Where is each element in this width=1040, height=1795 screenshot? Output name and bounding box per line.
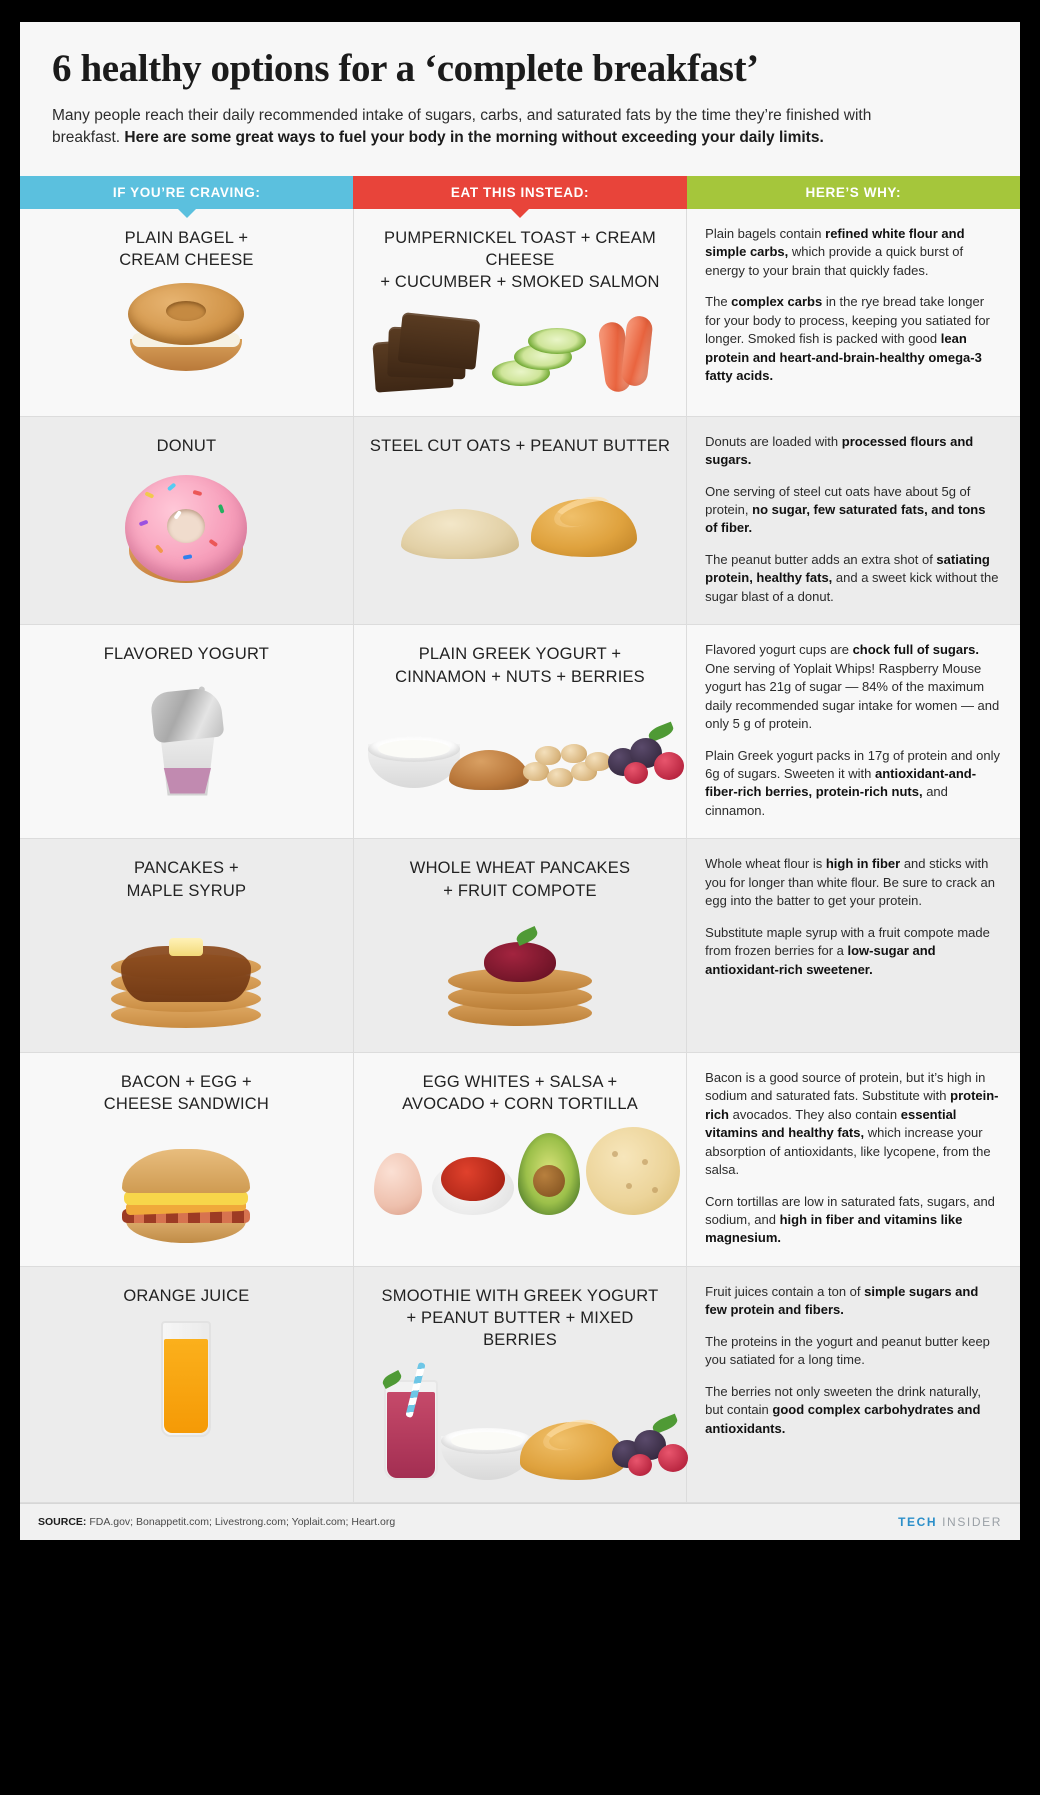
brand-insider: INSIDER — [942, 1514, 1002, 1529]
smoothie-glass-icon — [368, 1362, 431, 1482]
page-title: 6 healthy options for a ‘complete breakfast’ — [52, 47, 759, 90]
why-cell — [687, 1052, 1020, 1266]
eat-cell — [353, 416, 686, 625]
craving-art-donut — [34, 467, 339, 587]
mixed-berries-icon — [608, 1418, 672, 1482]
craving-art-sandwich — [34, 1125, 339, 1245]
table-row — [20, 416, 1020, 625]
table-row — [20, 1266, 1020, 1502]
brand-tech: TECH — [898, 1514, 938, 1529]
why-paragraph: Plain Greek yogurt packs in 17g of protein and only 6g of sugars. Sweeten it with antioxidant-and-fiber-rich berries, protein-rich nuts, and cinnamon. — [705, 747, 1000, 818]
why-cell — [687, 209, 1020, 416]
why-paragraph: Donuts are loaded with processed flours and sugars. — [705, 433, 974, 468]
why-cell — [687, 839, 1020, 1053]
berries-icon — [604, 726, 672, 790]
avocado-icon — [516, 1131, 576, 1217]
bagel-icon — [122, 281, 250, 373]
donut-icon — [121, 469, 251, 587]
table-body — [20, 209, 1020, 1502]
footer — [20, 1503, 1020, 1540]
column-header-craving — [20, 176, 353, 209]
why-paragraph: The complex carbs in the rye bread take longer for your body to process, keeping you satiated for longer. Smoked fish is packed with good lean protein and heart-and-brain-healthy omega-3 fatty acids. — [705, 294, 990, 383]
comparison-table — [20, 176, 1020, 1503]
craving-cell — [20, 1266, 353, 1502]
craving-label: BACON + EGG + CHEESE SANDWICH — [103, 1072, 270, 1114]
egg-white-icon — [368, 1147, 422, 1217]
column-header-craving-label: IF YOU’RE CRAVING: — [112, 184, 261, 200]
eat-art-row — [368, 304, 672, 396]
column-header-eat-label: EAT THIS INSTEAD: — [450, 184, 590, 200]
eat-label: PLAIN GREEK YOGURT + CINNAMON + NUTS + BERRIES — [395, 645, 645, 686]
table-row — [20, 1052, 1020, 1266]
craving-cell — [20, 625, 353, 839]
subheadline — [52, 105, 932, 150]
why-paragraph: Plain bagels contain refined white flour and simple carbs, which provide a quick burst of energy to your brain that quickly fades. — [705, 225, 965, 278]
pumpernickel-toast-icon — [372, 310, 482, 396]
greek-yogurt-icon — [368, 728, 439, 790]
craving-cell — [20, 416, 353, 625]
why-paragraph: Flavored yogurt cups are chock full of sugars. One serving of Yoplait Whips! Raspberry Mouse yogurt has 21g of sugar — 84% of the maximum daily recommended sugar intake for women — and only 5 g of protein. — [705, 642, 1000, 732]
eat-cell — [353, 209, 686, 416]
peanut-butter-icon — [518, 1410, 598, 1482]
craving-cell — [20, 1052, 353, 1266]
header — [20, 22, 1020, 176]
source-text: FDA.gov; Bonappetit.com; Livestrong.com; Yoplait.com; Heart.org — [86, 1515, 396, 1528]
eat-label: PUMPERNICKEL TOAST + CREAM CHEESE + CUCUMBER + SMOKED SALMON — [380, 228, 660, 292]
why-paragraph: Fruit juices contain a ton of simple sugars and few protein and fibers. — [705, 1283, 979, 1318]
craving-art-bagel — [34, 281, 339, 373]
peanut-butter-icon — [529, 487, 639, 559]
nuts-icon — [521, 732, 594, 790]
eat-label: SMOOTHIE WITH GREEK YOGURT + PEANUT BUTTER + MIXED BERRIES — [381, 1286, 659, 1350]
table-row — [20, 209, 1020, 416]
salsa-bowl-icon — [432, 1147, 506, 1217]
craving-label: FLAVORED YOGURT — [103, 645, 270, 664]
cinnamon-icon — [449, 734, 511, 790]
eat-cell — [353, 1052, 686, 1266]
greek-yogurt-icon — [441, 1420, 508, 1482]
eat-cell — [353, 839, 686, 1053]
eat-art-row — [368, 912, 672, 1032]
eat-notch-icon — [511, 209, 529, 218]
craving-cell — [20, 209, 353, 416]
why-cell — [687, 416, 1020, 625]
why-paragraph: The proteins in the yogurt and peanut butter keep you satiated for a long time. — [705, 1333, 990, 1368]
infographic — [20, 22, 1020, 1540]
craving-label: PLAIN BAGEL + CREAM CHEESE — [119, 228, 254, 270]
cucumber-icon — [492, 326, 588, 396]
table-row — [20, 839, 1020, 1053]
eat-label: STEEL CUT OATS + PEANUT BUTTER — [369, 436, 671, 455]
eat-art-row — [368, 467, 672, 559]
why-paragraph: One serving of steel cut oats have about 5g of protein, no sugar, few saturated fats, and tons of fiber. — [705, 483, 986, 536]
corn-tortilla-icon — [586, 1125, 673, 1217]
subheadline-plain: Many people reach their daily recommended intake of sugars, carbs, and saturated fats by the time they’re finished with breakfast. — [52, 106, 872, 147]
eat-label: EGG WHITES + SALSA + AVOCADO + CORN TORTILLA — [402, 1072, 638, 1114]
why-cell — [687, 1266, 1020, 1502]
craving-label: DONUT — [156, 436, 217, 455]
why-cell — [687, 625, 1020, 839]
craving-cell — [20, 839, 353, 1053]
flavored-yogurt-cup-icon — [138, 680, 234, 796]
craving-art-orange-juice — [34, 1317, 339, 1441]
eat-art-row — [368, 1362, 672, 1482]
why-paragraph: Bacon is a good source of protein, but it’s high in sodium and saturated fats. Substitute with protein-rich avocados. They also contain essential vitamins and healthy fats, which increase your absorption of antioxidants, like lycopene, from the salsa. — [705, 1069, 999, 1178]
steel-cut-oats-icon — [401, 493, 519, 559]
eat-art-row — [368, 1125, 672, 1217]
craving-notch-icon — [178, 209, 196, 218]
why-paragraph: The peanut butter adds an extra shot of satiating protein, healthy fats, and a sweet kick without the sugar blast of a donut. — [705, 551, 999, 604]
eat-label: WHOLE WHEAT PANCAKES + FRUIT COMPOTE — [409, 859, 631, 900]
craving-label: PANCAKES + MAPLE SYRUP — [126, 859, 247, 900]
craving-label: ORANGE JUICE — [123, 1286, 250, 1305]
table-row — [20, 625, 1020, 839]
brand-logo — [898, 1515, 1002, 1529]
eat-cell — [353, 625, 686, 839]
column-headers — [20, 176, 1020, 209]
pancakes-with-syrup-icon — [111, 924, 261, 1032]
bacon-egg-cheese-sandwich-icon — [116, 1145, 256, 1245]
smoked-salmon-icon — [598, 314, 668, 396]
table-head — [20, 176, 1020, 209]
column-header-why-label: HERE’S WHY: — [805, 184, 902, 200]
craving-art-yogurt-cup — [34, 676, 339, 796]
source-label: SOURCE: — [38, 1515, 87, 1528]
why-paragraph: Substitute maple syrup with a fruit compote made from frozen berries for a low-sugar and antioxidant-rich sweetener. — [705, 924, 990, 977]
eat-cell — [353, 1266, 686, 1502]
subheadline-bold: Here are some great ways to fuel your body in the morning without exceeding your daily limits. — [124, 129, 824, 147]
craving-art-pancakes — [34, 912, 339, 1032]
why-paragraph: The berries not only sweeten the drink naturally, but contain good complex carbohydrates and antioxidants. — [705, 1383, 981, 1436]
column-header-eat — [353, 176, 686, 209]
why-paragraph: Corn tortillas are low in saturated fats, sugars, and sodium, and high in fiber and vitamins like magnesium. — [705, 1193, 995, 1246]
source-line — [38, 1516, 395, 1528]
why-paragraph: Whole wheat flour is high in fiber and sticks with you for longer than white flour. Be sure to crack an egg into the batter to get your protein. — [705, 856, 995, 909]
orange-juice-glass-icon — [147, 1317, 225, 1441]
whole-wheat-pancakes-icon — [444, 920, 596, 1032]
column-header-why — [687, 176, 1020, 209]
eat-art-row — [368, 698, 672, 790]
